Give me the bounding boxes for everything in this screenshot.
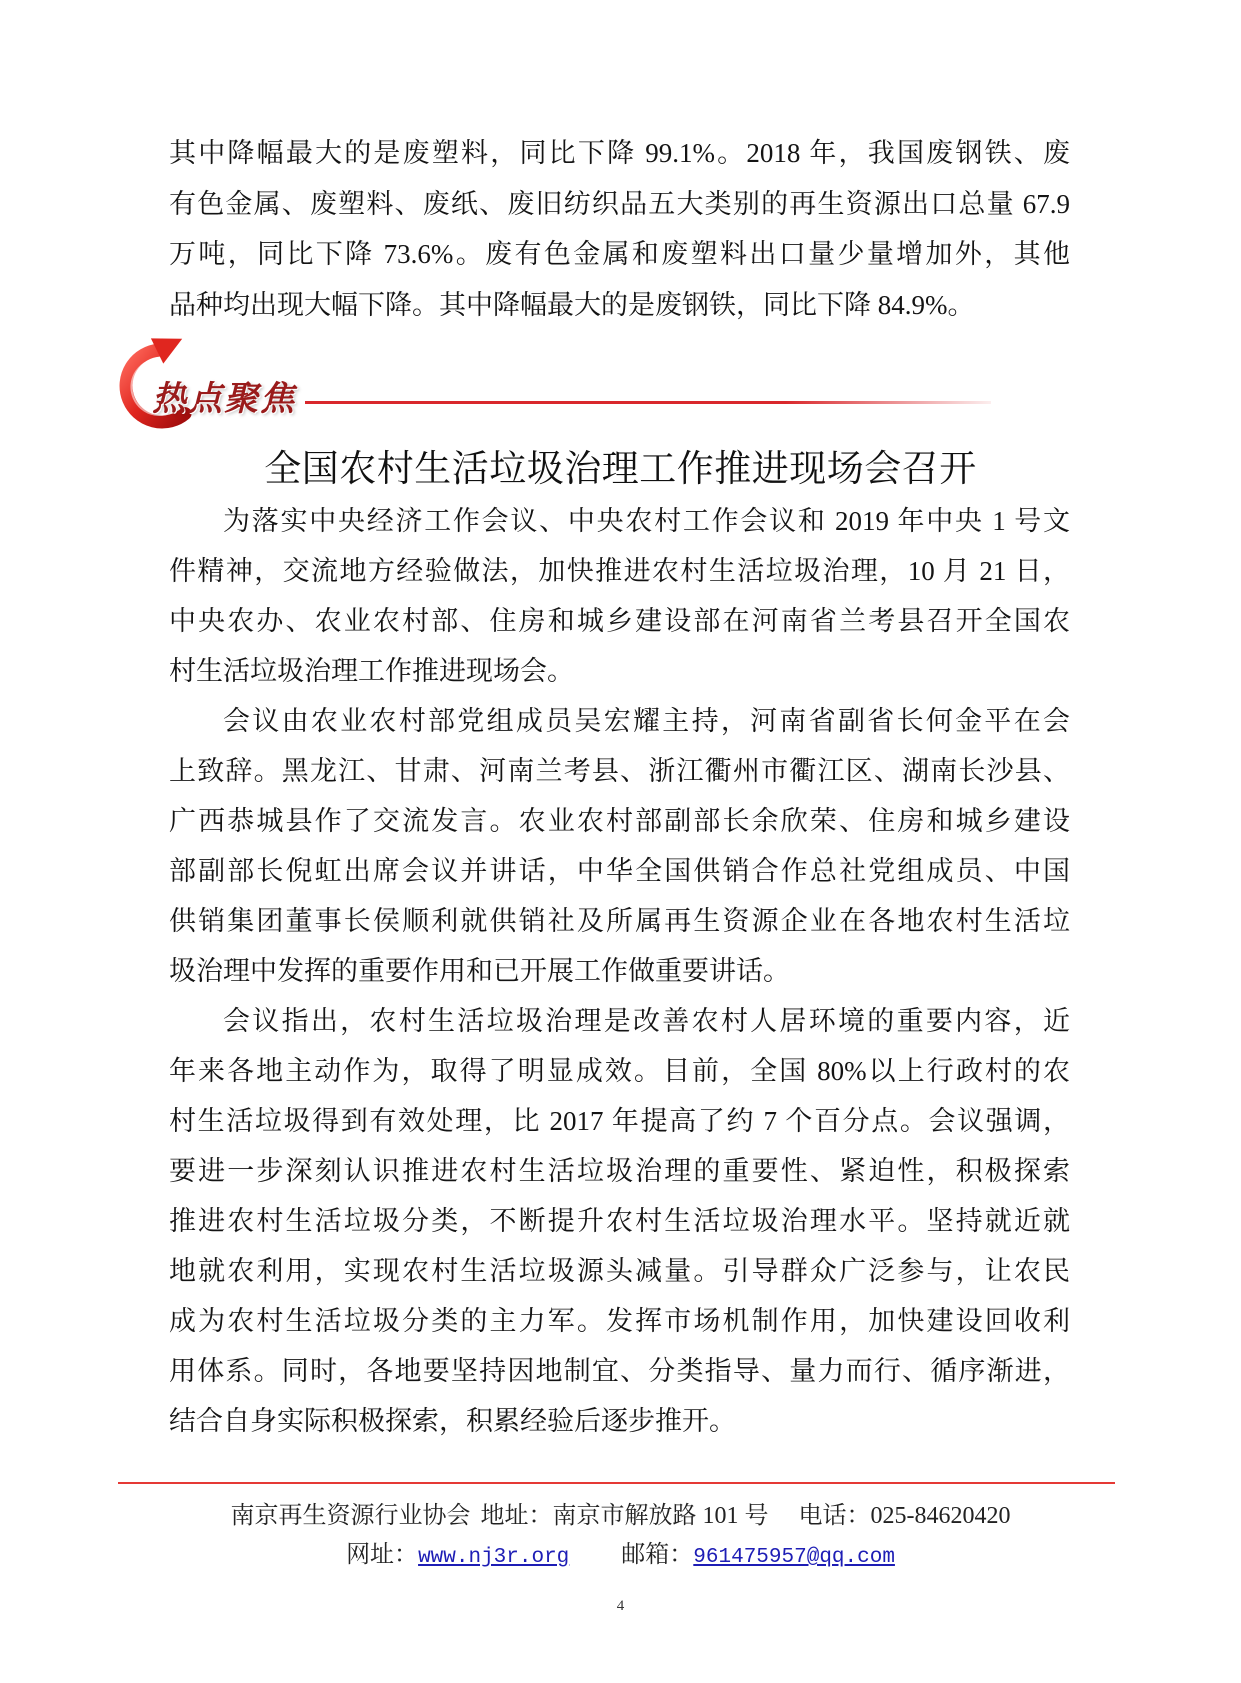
- phone-label: 电话：: [798, 1503, 871, 1529]
- paragraph-line: 要进一步深刻认识推进农村生活垃圾治理的重要性、紧迫性，积极探索: [169, 1156, 1070, 1186]
- phone-number: 025-84620420: [870, 1503, 1011, 1529]
- paragraph-line: 结合自身实际积极探索，积累经验后逐步推开。: [169, 1406, 736, 1436]
- paragraph-line: 会议指出，农村生活垃圾治理是改善农村人居环境的重要内容，近: [223, 1006, 1070, 1036]
- paragraph-line: 年来各地主动作为，取得了明显成效。目前，全国 80%以上行政村的农: [169, 1056, 1070, 1086]
- paragraph-line: 品种均出现大幅下降。其中降幅最大的是废钢铁，同比下降 84.9%。: [169, 289, 975, 320]
- paragraph-line: 推进农村生活垃圾分类，不断提升农村生活垃圾治理水平。坚持就近就: [169, 1206, 1070, 1236]
- paragraph-line: 会议由农业农村部党组成员吴宏耀主持，河南省副省长何金平在会: [223, 706, 1070, 736]
- paragraph-line: 成为农村生活垃圾分类的主力军。发挥市场机制作用，加快建设回收利: [169, 1306, 1070, 1336]
- section-header: [108, 334, 998, 438]
- paragraph-line: 用体系。同时，各地要坚持因地制宜、分类指导、量力而行、循序渐进，: [169, 1356, 1070, 1386]
- footer-divider: [118, 1482, 1115, 1484]
- paragraph-line: 其中降幅最大的是废塑料，同比下降 99.1%。2018 年，我国废钢铁、废: [169, 138, 1070, 168]
- intro-paragraph: [169, 128, 1070, 330]
- paragraph-line: 村生活垃圾治理工作推进现场会。: [169, 656, 574, 686]
- paragraph-line: 件精神，交流地方经验做法，加快推进农村生活垃圾治理，10 月 21 日，: [169, 556, 1070, 586]
- article-paragraph: [169, 496, 1070, 696]
- website-link[interactable]: www.nj3r.org: [418, 1546, 570, 1569]
- email-label: 邮箱：: [621, 1542, 694, 1568]
- article-title: 全国农村生活垃圾治理工作推进现场会召开: [264, 447, 977, 490]
- address-label: 地址：: [480, 1503, 553, 1529]
- paragraph-line: 有色金属、废塑料、废纸、废旧纺织品五大类别的再生资源出口总量 67.9: [169, 188, 1070, 219]
- footer-links: [0, 1539, 1241, 1571]
- paragraph-line: 地就农利用，实现农村生活垃圾源头减量。引导群众广泛参与，让农民: [169, 1256, 1070, 1286]
- section-divider: [305, 401, 991, 404]
- paragraph-line: 供销集团董事长侯顺利就供销社及所属再生资源企业在各地农村生活垃: [169, 906, 1070, 936]
- paragraph-line: 为落实中央经济工作会议、中央农村工作会议和 2019 年中央 1 号文: [223, 506, 1070, 536]
- paragraph-line: 圾治理中发挥的重要作用和已开展工作做重要讲话。: [169, 956, 790, 986]
- footer-contact: [0, 1500, 1241, 1532]
- email-link[interactable]: 961475957@qq.com: [693, 1546, 895, 1569]
- paragraph-line: 村生活垃圾得到有效处理，比 2017 年提高了约 7 个百分点。会议强调，: [169, 1106, 1070, 1136]
- article-paragraph: [169, 996, 1070, 1446]
- paragraph-line: 广西恭城县作了交流发言。农业农村部副部长余欣荣、住房和城乡建设: [169, 806, 1070, 836]
- address: 南京市解放路 101 号: [552, 1503, 769, 1529]
- paragraph-line: 部副部长倪虹出席会议并讲话，中华全国供销合作总社党组成员、中国: [169, 856, 1070, 886]
- website-label: 网址：: [346, 1542, 419, 1568]
- article-paragraph: [169, 696, 1070, 996]
- paragraph-line: 上致辞。黑龙江、甘肃、河南兰考县、浙江衢州市衢江区、湖南长沙县、: [169, 756, 1070, 786]
- section-label: 热点聚焦: [152, 379, 296, 419]
- article-body: [169, 496, 1070, 1446]
- paragraph-line: 中央农办、农业农村部、住房和城乡建设部在河南省兰考县召开全国农: [169, 606, 1070, 636]
- page-number: 4: [616, 1598, 625, 1614]
- paragraph-line: 万吨，同比下降 73.6%。废有色金属和废塑料出口量少量增加外，其他: [169, 239, 1070, 269]
- association-name: 南京再生资源行业协会: [230, 1503, 471, 1529]
